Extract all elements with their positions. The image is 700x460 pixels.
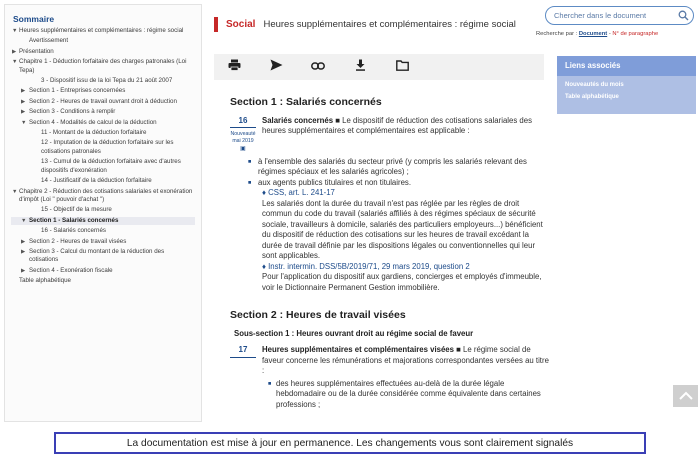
toc-list <box>11 27 195 286</box>
toc-item-label: Section 2 - Heures de travail visées <box>29 237 127 245</box>
paragraph-number-17[interactable]: 17 <box>230 345 256 358</box>
toc-item-label: 15 - Objectif de la mesure <box>41 206 112 214</box>
paragraph-body: Les salariés dont la durée du travail n'est pas réglée par les règles de droit commun du code du travail (salariés affiliés à des régimes spéciaux de sécurité sociale, travailleurs à domicile, salariés des particuliers employeurs...) bénéficient du dispositif de réduction des cotisations sur les heures de travail excédant la durée de travail définie par les dispositions légales ou conventionnelles qui leur sont applicables. <box>262 198 543 260</box>
document-content <box>230 92 550 430</box>
header-accent-bar <box>214 17 218 32</box>
download-icon <box>355 58 366 76</box>
toc-item[interactable] <box>11 58 195 75</box>
toc-item-label: 3 - Dispositif issu de la loi Tepa du 21 août 2007 <box>41 77 173 85</box>
search-by-document-link[interactable]: Document <box>578 31 608 37</box>
page-header <box>214 14 544 34</box>
paragraph-text <box>262 345 550 377</box>
toc-item[interactable] <box>11 119 195 127</box>
toc-item-label: Présentation <box>19 47 54 55</box>
paragraph-17 <box>230 345 550 377</box>
toc-item[interactable] <box>11 206 195 214</box>
toc-item[interactable] <box>11 277 195 285</box>
toc-item-label: 11 - Montant de la déduction forfaitaire <box>41 129 147 137</box>
paragraph-number <box>230 116 256 155</box>
reference-link[interactable]: ♦ CSS, art. L. 241-17 <box>262 188 335 197</box>
search-input[interactable] <box>545 6 694 25</box>
toc-item[interactable] <box>11 139 195 156</box>
collapsed-arrow-icon[interactable]: ▶ <box>21 238 26 245</box>
toc-item[interactable] <box>11 37 195 45</box>
section-1-title: Section 1 : Salariés concernés <box>230 96 382 108</box>
search-by-prefix: Recherche par : <box>536 31 579 37</box>
expanded-arrow-icon[interactable]: ▼ <box>21 119 27 126</box>
search-placeholder: Chercher dans le document <box>554 11 647 20</box>
paragraph-text <box>262 116 550 137</box>
link-button[interactable] <box>298 54 338 80</box>
toc-item-label: Heures supplémentaires et complémentaires : régime social <box>19 27 184 34</box>
paragraph-lead: Heures supplémentaires et complémentaires visées <box>262 345 454 354</box>
paragraph-lead: Salariés concernés <box>262 115 334 125</box>
toc-item[interactable] <box>11 129 195 137</box>
toc-item[interactable] <box>11 267 195 275</box>
paragraph-body: Le dispositif de réduction des cotisations salariales des heures supplémentaires et complémentaires est applicable : <box>262 115 532 135</box>
toc-item[interactable] <box>11 27 195 35</box>
toc-item[interactable] <box>11 87 195 95</box>
toc-item[interactable] <box>11 158 195 175</box>
collapsed-arrow-icon[interactable]: ▶ <box>21 267 26 274</box>
sidebar-toc <box>4 4 202 422</box>
toc-item[interactable] <box>11 77 195 85</box>
linked-item-index[interactable]: Table alphabétique <box>565 94 619 100</box>
search-icon[interactable] <box>673 7 693 24</box>
paragraph-16 <box>230 116 550 155</box>
section-2-title: Section 2 : Heures de travail visées <box>230 309 406 321</box>
folder-button[interactable] <box>382 54 422 80</box>
page-title: Heures supplémentaires et complémentaires : régime social <box>263 18 516 30</box>
print-icon <box>228 58 241 76</box>
toc-item[interactable] <box>11 217 195 225</box>
spacer <box>230 293 550 305</box>
toc-item-label: Table alphabétique <box>19 277 71 285</box>
toc-item-label: Section 4 - Modalités de calcul de la déduction <box>29 118 157 126</box>
search-by-separator: - <box>607 31 613 37</box>
toc-item-label: Avertissement <box>29 37 69 45</box>
toc-item-label: 12 - Imputation de la déduction forfaitaire sur les cotisations patronales <box>41 139 174 155</box>
download-button[interactable] <box>340 54 380 80</box>
lead-separator-icon: ■ <box>453 345 461 354</box>
expanded-arrow-icon[interactable]: ▼ <box>12 188 18 195</box>
search-by-paragraph-link[interactable]: N° de paragraphe <box>612 31 659 37</box>
expanded-arrow-icon[interactable]: ▼ <box>12 28 18 34</box>
collapsed-arrow-icon[interactable]: ▶ <box>21 98 26 105</box>
toc-item-label: Section 2 - Heures de travail ouvrant droit à déduction <box>29 97 177 105</box>
scroll-top-button[interactable] <box>673 385 698 407</box>
update-badge[interactable]: Nouveauté mai 2019 <box>230 131 256 144</box>
paragraph-body: Pour l'application du dispositif aux gardiens, concierges et employés d'immeuble, voir le Dictionnaire Permanent Gestion immobilière. <box>262 272 542 292</box>
caption-banner: La documentation est mise à jour en permanence. Les changements vous sont clairement signalés <box>54 432 646 454</box>
document-toolbar <box>214 54 544 80</box>
link-icon <box>311 58 325 76</box>
lead-separator-icon: ■ <box>333 115 340 125</box>
toc-item-label: Section 1 - Salariés concernés <box>29 216 119 224</box>
toc-item-label: Chapitre 1 - Déduction forfaitaire des charges patronales (Loi Tepa) <box>19 58 187 74</box>
toc-item[interactable] <box>11 248 195 265</box>
toc-item[interactable] <box>11 188 195 205</box>
toc-item[interactable] <box>11 238 195 246</box>
header-section[interactable]: Social <box>226 18 256 30</box>
list-item: ■ à l'ensemble des salariés du secteur privé (y compris les salariés relevant des régimes spéciaux et les salariés agricoles) ; <box>230 157 550 178</box>
paragraph-number-16[interactable]: 16 <box>230 116 256 129</box>
collapsed-arrow-icon[interactable]: ▶ <box>21 248 26 255</box>
reference-link[interactable]: ♦ Instr. intermin. DSS/5B/2019/71, 29 mars 2019, question 2 <box>262 261 470 271</box>
send-button[interactable] <box>256 54 296 80</box>
toc-item-label: Section 4 - Exonération fiscale <box>29 266 113 274</box>
toc-item[interactable] <box>11 48 195 56</box>
toc-item-label: Chapitre 2 - Réduction des cotisations salariales et exonération d'impôt (Loi " pouvoir d'achat ") <box>19 187 193 203</box>
toc-item[interactable] <box>11 227 195 235</box>
paragraph-body: Le régime social de faveur concerne les rémunérations et majorations correspondantes versées au titre : <box>262 345 549 375</box>
note-icon[interactable]: ▣ <box>240 146 246 152</box>
toc-item-label: Section 1 - Entreprises concernées <box>29 87 126 95</box>
paragraph-number <box>230 345 256 358</box>
list-item: ■ aux agents publics titulaires et non titulaires. <box>230 178 550 189</box>
subsection-1-title: Sous-section 1 : Heures ouvrant droit au régime social de faveur <box>234 328 474 338</box>
toc-item-label: 13 - Cumul de la déduction forfaitaire avec d'autres dispositifs d'exonération <box>41 158 181 174</box>
toc-item[interactable] <box>11 108 195 116</box>
linked-item-news[interactable]: Nouveautés du mois <box>565 82 624 88</box>
chevron-up-icon <box>679 387 693 405</box>
collapsed-arrow-icon[interactable]: ▶ <box>12 48 17 55</box>
toc-item-label: Section 3 - Conditions à remplir <box>29 108 116 116</box>
print-button[interactable] <box>214 54 254 80</box>
folder-icon <box>396 58 409 76</box>
toc-item-label: 16 - Salariés concernés <box>41 227 107 235</box>
linked-title: Liens associés <box>557 56 696 76</box>
toc-title: Sommaire <box>13 14 55 24</box>
toc-item[interactable] <box>11 98 195 106</box>
linked-panel <box>557 56 696 114</box>
collapsed-arrow-icon[interactable]: ▶ <box>21 109 26 116</box>
send-icon <box>270 58 283 76</box>
toc-item[interactable] <box>11 177 195 185</box>
list-item: ■ des heures supplémentaires effectuées au-delà de la durée légale hebdomadaire ou de la durée considérée comme équivalente dans certaines professions ; <box>230 379 550 411</box>
expanded-arrow-icon[interactable]: ▼ <box>21 217 27 224</box>
search-by <box>536 31 696 37</box>
collapsed-arrow-icon[interactable]: ▶ <box>21 88 26 95</box>
toc-item-label: Section 3 - Calcul du montant de la réduction des cotisations <box>29 247 165 264</box>
expanded-arrow-icon[interactable]: ▼ <box>12 59 18 66</box>
toc-item-label: 14 - Justificatif de la déduction forfaitaire <box>41 177 152 185</box>
